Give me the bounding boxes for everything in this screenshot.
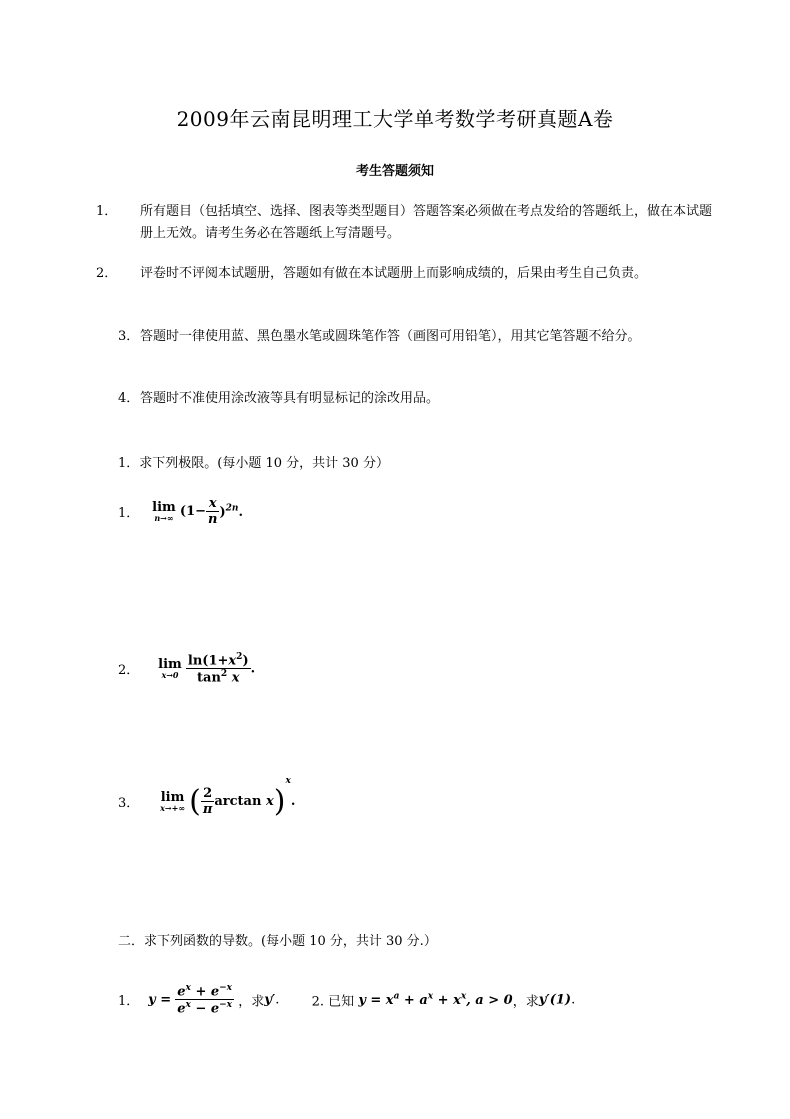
rule-text: 答题时不准使用涂改液等具有明显标记的涂改用品。 xyxy=(140,391,440,406)
rule-text: 所有题目（包括填空、选择、图表等类型题目）答题答案必须做在考点发给的答题纸上，做在本试题册上无效。请考生务必在答题纸上写清题号。 xyxy=(140,204,713,241)
derivative-problems: 1． y = $\frac{e^x + e^{-x}}{e^x - e^{-x}}$ ，求y′. 2. 已知 $y = x^a + a^x + x^x$, a > 0，求y′(1). xyxy=(118,983,576,1017)
formula: y = xyxy=(148,992,172,1008)
rule-text: 答题时一律使用蓝、黑色墨水笔或圆珠笔作答（画图可用铅笔），用其它笔答题不给分。 xyxy=(140,329,641,344)
fraction: $\frac{2}{\pi}$ xyxy=(202,786,213,817)
rule-number: 3． xyxy=(118,329,140,344)
text: ，求 xyxy=(238,994,265,1010)
problem-number: 1． xyxy=(118,506,140,521)
lim-operator: lim x→0 xyxy=(158,657,182,681)
problem-number: 2． xyxy=(118,663,140,679)
rule-number: 4． xyxy=(118,391,140,406)
problem-number: 3． xyxy=(118,796,140,811)
notice-heading: 考生答题须知 xyxy=(355,164,434,179)
problem-number: 1． xyxy=(118,994,140,1010)
problem-number: 2. 已知 xyxy=(311,994,355,1010)
fraction: $\frac{e^x + e^{-x}}{e^x - e^{-x}}$ xyxy=(177,983,233,1017)
lim-operator: lim n→∞ xyxy=(152,500,176,523)
rule-1 xyxy=(96,201,720,245)
lim-operator: lim x→+∞ xyxy=(160,790,185,813)
rule-2 xyxy=(96,263,720,285)
text: ，求 xyxy=(512,994,539,1010)
limit-problem-2: 2． lim x→0 $\frac{\ln(1+x^2)}{\tan^2 x}$ . xyxy=(118,652,256,686)
fraction: $\frac{x}{n}$ xyxy=(208,496,218,527)
rule-number: 2． xyxy=(96,266,118,281)
fraction: $\frac{\ln(1+x^2)}{\tan^2 x}$ xyxy=(187,652,249,686)
section-1-heading: 1．求下列极限。(每小题 10 分，共计 30 分） xyxy=(118,456,389,471)
page-title: 2009年云南昆明理工大学单考数学考研真题A卷 xyxy=(176,107,614,131)
limit-problem-1: 1． lim n→∞ (1− $\frac{x}{n}$ )$^{2n}$. xyxy=(118,496,243,527)
rule-4 xyxy=(118,388,698,410)
rule-text: 评卷时不评阅本试题册，答题如有做在本试题册上而影响成绩的，后果由考生自己负责。 xyxy=(140,266,648,281)
rule-3 xyxy=(118,326,718,348)
limit-problem-3: 3． lim x→+∞ ( $\frac{2}{\pi}$ arctan x)$^x$. xyxy=(118,776,296,819)
section-2-heading: 二．求下列函数的导数。(每小题 10 分，共计 30 分.） xyxy=(118,934,437,949)
rule-number: 1． xyxy=(96,204,118,219)
formula: $y = x^a + a^x + x^x$, a > 0 xyxy=(358,991,513,1008)
formula: (1− xyxy=(179,504,207,519)
